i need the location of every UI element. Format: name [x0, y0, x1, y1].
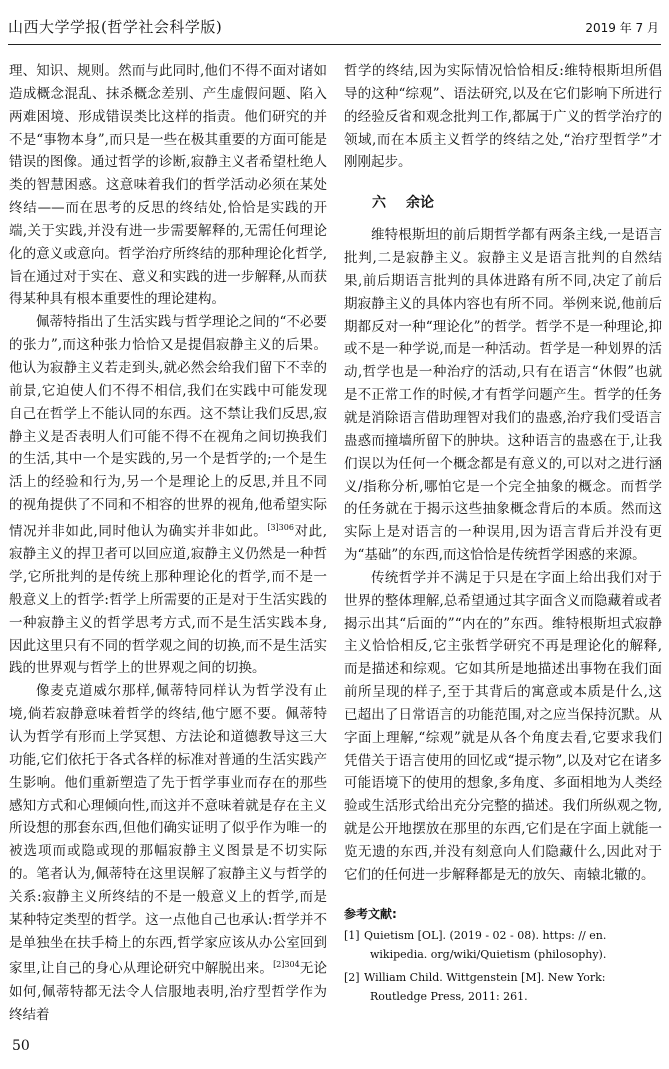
section-heading: [372, 192, 662, 212]
section-title: 余论: [406, 195, 434, 212]
journal-title: 山西大学学报(哲学社会科学版): [8, 18, 223, 36]
page-number: 50: [12, 1038, 30, 1054]
issue-date: 2019 年 7 月: [585, 21, 659, 35]
reference-item: [344, 926, 662, 964]
reference-text: Quietism [OL]. (2019 - 02 - 08). https: // en. wikipedia. org/wiki/Quietism (philosophy).: [364, 928, 607, 961]
paragraph: [9, 311, 327, 680]
right-column: [344, 60, 662, 1006]
paragraph: 哲学的终结,因为实际情况恰恰相反:维特根斯坦所倡导的这种“综观”、语法研究,以及在它们影响下所进行的经验反省和观念批判工作,都属于广义的哲学治疗的领域,而在本质主义哲学的终结之处,“治疗型哲学”才刚刚起步。: [344, 63, 662, 171]
left-column: [9, 60, 327, 1026]
running-header: [8, 10, 661, 45]
reference-item: [344, 968, 662, 1006]
paragraph-text: 佩蒂特指出了生活实践与哲学理论之间的“不必要的张力”,而这种张力恰恰又是提倡寂静主义的后果。他认为寂静主义若走到头,就必然会给我们留下不幸的前景,它迫使人们不得不相信,我们在实践中可能发现自己在哲学上不能认同的东西。这不禁让我们反思,寂静主义是否表明人们可能不得不在视角之间切换我们的生活,其中一个是实践的,另一个是哲学的;一个是生活上的经验和行为,另一个是理论上的反思,并且不同的视角提供了不同和不相容的世界的视角,他希望实际情况并非如此,同时他认为确实并非如此。: [9, 314, 327, 540]
paragraph: [9, 680, 327, 1026]
paragraph: 维特根斯坦的前后期哲学都有两条主线,一是语言批判,二是寂静主义。寂静主义是语言批判的自然结果,前后期语言批判的具体进路有所不同,决定了前后期寂静主义的具体内容也有所不同。举例来说,他前后期都反对一种“理论化”的哲学。哲学不是一种理论,抑或不是一种学说,而是一种活动。哲学是一种划界的活动,哲学也是一种治疗的活动,只有在语言“休假”也就是不正常工作的时候,才有哲学问题产生。哲学的任务就是消除语言借助理智对我们的蛊惑,治疗我们受语言蛊惑而撞墙所留下的肿块。这种语言的蛊惑在于,让我们误以为任何一个概念都是有意义的,可以对之进行涵义/指称分析,哪怕它是一个完全抽象的概念。而哲学的任务就在于揭示这些抽象概念背后的本质。然而这实际上是对语言的一种误用,因为语言背后并没有更为“基础”的东西,而这恰恰是传统哲学困惑的来源。: [344, 227, 662, 564]
section-number: 六: [372, 195, 386, 212]
paragraph-text: 无论如何,佩蒂特都无法令人信服地表明,治疗型哲学作为终结着: [9, 960, 327, 1023]
paragraph: 理、知识、规则。然而与此同时,他们不得不面对诸如造成概念混乱、抹杀概念差别、产生虚假问题、陷入两难困境、形成错误类比这样的指责。他们研究的并不是“事物本身”,而只是一些在极其重要的方面可能是错误的图像。通过哲学的诊断,寂静主义者希望杜绝人类的智慧困惑。这意味着我们的哲学活动必须在某处终结——而在思考的反思的终结处,恰恰是实践的开端,关于实践,并没有进一步需要解释的,无需任何理论化的意义或意向。哲学治疗所终结的那种理论化哲学,旨在通过对于实在、意义和实践的进一步解释,从而获得某种具有根本重要性的理论建构。: [9, 63, 327, 308]
citation-mark: [3]306: [267, 522, 294, 532]
reference-number: [1]: [344, 928, 360, 942]
references-heading: 参考文献:: [344, 906, 397, 921]
paragraph-text: 像麦克道威尔那样,佩蒂特同样认为哲学没有止境,倘若寂静意味着哲学的终结,他宁愿不要。佩蒂特认为哲学有形而上学冥想、方法论和道德教导这三大功能,它们依托于各式各样的标准对普通的生活实践产生影响。他们重新塑造了先于哲学事业而存在的那些感知方式和心理倾向性,而这并不意味着就是存在主义所设想的那套东西,但他们确实证明了似乎作为唯一的被选项而或隐或现的那幅寂静主义图景是不切实际的。笔者认为,佩蒂特在这里误解了寂静主义与哲学的关系:寂静主义所终结的不是一般意义上的哲学,而是某种特定类型的哲学。这一点他自己也承认:哲学并不是单独坐在扶手椅上的东西,哲学家应该从办公室回到家里,让自己的身心从理论研究中解脱出来。: [9, 683, 327, 977]
paragraph: 传统哲学并不满足于只是在字面上给出我们对于世界的整体理解,总希望通过其字面含义而隐藏着或者揭示出其“后面的”“内在的”东西。维特根斯坦式寂静主义恰恰相反,它主张哲学研究不再是理论化的解释,而是描述和综观。它如其所是地描述出事物在我们面前所呈现的样子,至于其背后的寓意或本质是什么,这已超出了日常语言的功能范围,对之应当保持沉默。从字面上理解,“综观”就是从各个角度去看,它要求我们凭借关于语言使用的回忆或“提示物”,以及对它在诸多可能语境下的使用的想象,多角度、多面相地为人类经验或生活形式给出充分完整的描述。我们所纵观之物,就是公开地摆放在那里的东西,它们是在字面上就能一览无遗的东西,并没有刻意向人们隐藏什么,因此对于它们的任何进一步解释都是无的放矢、南辕北辙的。: [344, 569, 662, 883]
reference-text: William Child. Wittgenstein [M]. New York: Routledge Press, 2011: 261.: [364, 970, 606, 1003]
citation-mark: [2]304: [273, 960, 300, 970]
paragraph-text: 对此,寂静主义的捍卫者可以回应道,寂静主义仍然是一种哲学,它所批判的是传统上那种理论化的哲学,而不是一般意义上的哲学:哲学上所需要的正是对于生活实践的一种寂静主义的哲学思考方式,而不是生活实践本身,因此这里只有不同的哲学观之间的切换,而不是生活实践的世界观与哲学上的世界观之间的切换。: [9, 523, 327, 677]
reference-number: [2]: [344, 970, 360, 984]
